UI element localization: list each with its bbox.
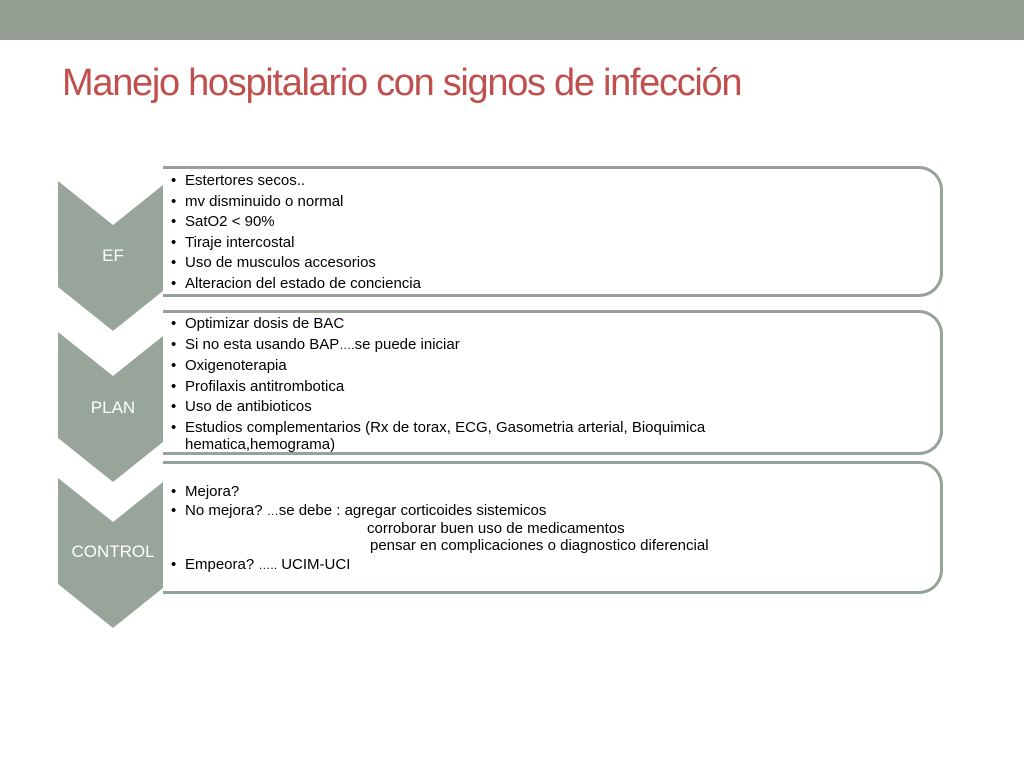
box-control (163, 461, 943, 594)
slide-title: Manejo hospitalario con signos de infección (62, 62, 742, 104)
list-item (163, 556, 940, 574)
top-bar (0, 0, 1024, 40)
chevron-control-label: CONTROL (71, 542, 155, 561)
list-item: • Estertores secos.. (163, 172, 940, 189)
list-item: • Uso de antibioticos (163, 398, 940, 415)
bap-text-post: se puede iniciar (354, 335, 460, 353)
bap-ellipsis: …. (339, 337, 355, 352)
list-item: • Profilaxis antitrombotica (163, 378, 940, 395)
list-item: • Estudios complementarios (Rx de torax, ECG, Gasometria arterial, Bioquimica hematica,hemograma) (163, 419, 940, 453)
chevron-ef (58, 181, 168, 331)
no-mejora-pre: No mejora? (185, 502, 267, 519)
list-item: • Mejora? (163, 483, 940, 500)
no-mejora-ellipsis: … (266, 504, 279, 518)
box-plan (163, 310, 943, 455)
list-item: • SatO2 < 90% (163, 213, 940, 230)
chevron-control (58, 478, 168, 628)
list-item (163, 336, 940, 354)
list-item: • Uso de musculos accesorios (163, 254, 940, 271)
control-list (163, 483, 940, 574)
empeora-post: UCIM-UCI (277, 556, 351, 573)
list-item (163, 502, 940, 554)
empeora-ellipsis: ….. (258, 558, 278, 572)
chevron-plan (58, 332, 168, 482)
list-item: • mv disminuido o normal (163, 193, 940, 210)
no-mejora-post: se debe : agregar corticoides sistemicos (278, 502, 547, 519)
list-item: • Tiraje intercostal (163, 234, 940, 251)
empeora-pre: Empeora? (185, 556, 259, 573)
bap-text-pre: Si no esta usando BAP (185, 335, 340, 353)
list-item: • Oxigenoterapia (163, 357, 940, 374)
chevron-ef-label: EF (102, 246, 124, 265)
ef-list (163, 172, 940, 292)
list-item: • Alteracion del estado de conciencia (163, 275, 940, 292)
chevron-plan-label: PLAN (90, 398, 136, 417)
list-item: • Optimizar dosis de BAC (163, 315, 940, 332)
box-ef (163, 166, 943, 297)
no-mejora-line2: corroborar buen uso de medicamentos (367, 520, 625, 537)
plan-list (163, 315, 940, 453)
no-mejora-line3: pensar en complicaciones o diagnostico diferencial (370, 537, 709, 554)
